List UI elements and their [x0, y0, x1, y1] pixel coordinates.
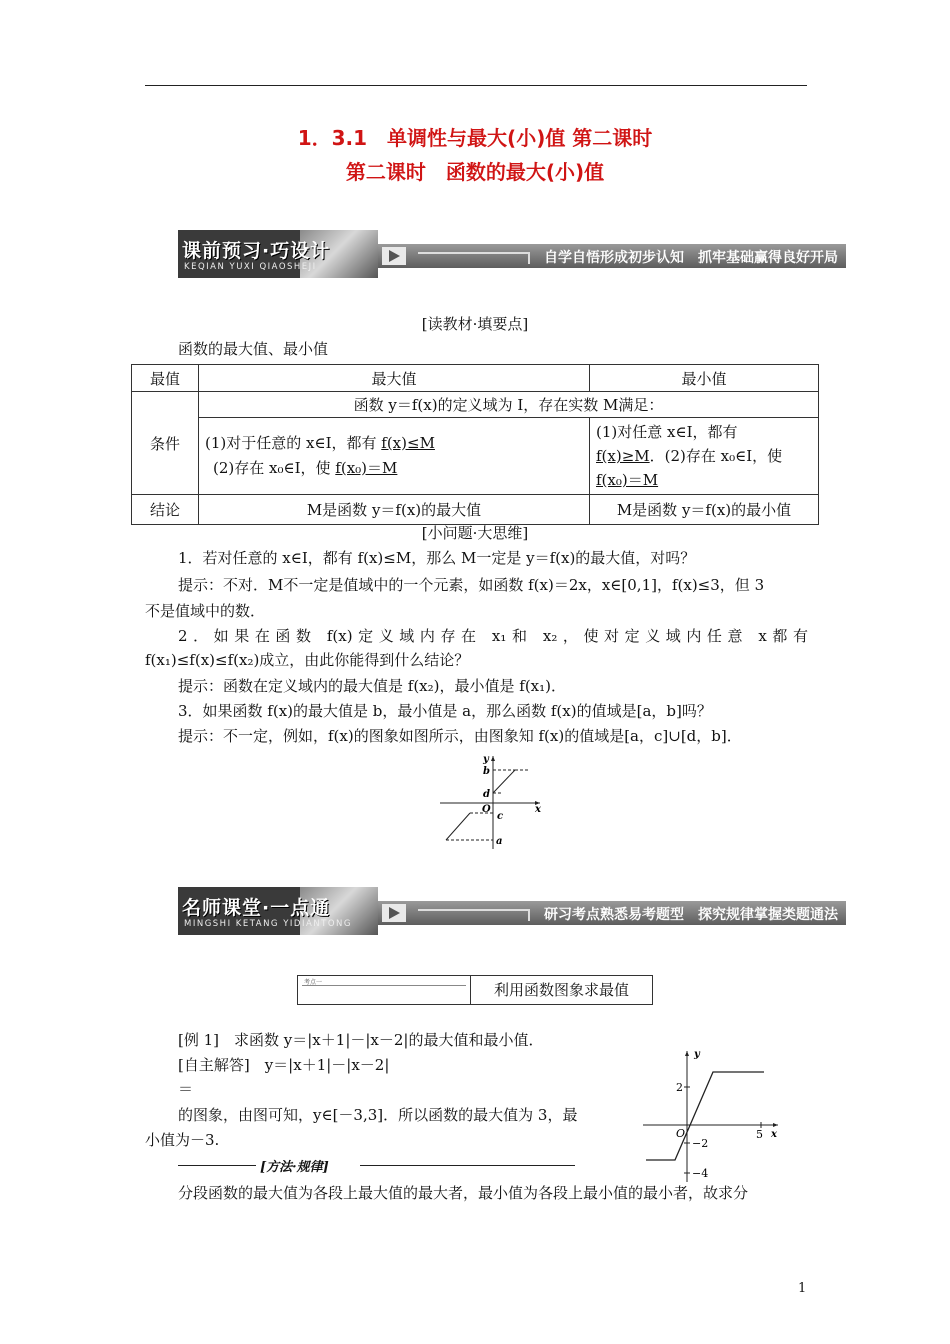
banner-logo-text: 课前预习·巧设计: [182, 240, 331, 262]
section-heading-read: [读教材·填要点]: [421, 315, 529, 333]
answer-2: 提示：函数在定义域内的最大值是 f(x₂)，最小值是 f(x₁)．: [178, 677, 566, 695]
banner-slogan: 研习考点熟悉易考题型 探究规律掌握类题通法: [544, 907, 838, 923]
table-concl-label: 结论: [132, 495, 199, 525]
example-1: [例 1] 求函数 y＝|x＋1|－|x－2|的最大值和最小值．: [178, 1031, 544, 1049]
label-origin: O: [482, 804, 491, 815]
banner-decoration: [418, 252, 530, 264]
y-axis-arrow-icon: [685, 1051, 689, 1056]
title-line-2: 第二课时 函数的最大(小)值: [345, 160, 605, 184]
solution-eq: ＝: [178, 1080, 194, 1098]
banner-pinyin: MINGSHI KETANG YIDIANTONG: [184, 919, 352, 929]
method-rule: [178, 1156, 578, 1176]
method-text: 分段函数的最大值为各段上最大值的最大者，最小值为各段上最小值的最小者，故求分: [178, 1184, 749, 1202]
play-arrow-icon: [382, 247, 406, 265]
banner-slogan: 自学自悟形成初步认知 抓牢基础赢得良好开局: [544, 250, 838, 266]
table-min-cond: [590, 418, 819, 495]
piecewise-graph: [640, 1045, 785, 1185]
label-y: y: [694, 1049, 700, 1060]
label-y: y: [483, 754, 489, 765]
intro-text: 函数的最大值、最小值: [178, 340, 329, 358]
question-2-line-1: 2．如果在函数 f(x)定义域内存在 x₁和 x₂，使对定义域内任意 x都有: [178, 627, 808, 645]
table-concl-max: M是函数 y＝f(x)的最大值: [199, 495, 590, 525]
kaodian-tag: 考点一: [298, 976, 471, 1004]
label-x: x: [535, 804, 541, 815]
banner-logo: [178, 230, 378, 278]
banner-decoration: [418, 909, 530, 921]
solution-line-1: [自主解答] y＝|x＋1|－|x－2|: [178, 1056, 390, 1074]
answer-1-line-1: 提示：不对．M不一定是值域中的一个元素，如函数 f(x)＝2x，x∈[0,1]，f(x)≤3，但 3: [178, 576, 765, 594]
graph-lower-segment: [446, 813, 470, 840]
section-banner-class: [178, 887, 846, 935]
question-2-line-2: f(x₁)≤f(x)≤f(x₂)成立，由此你能得到什么结论？: [145, 651, 470, 669]
label-5: 5: [756, 1128, 763, 1141]
max-cond-2: (2)存在 x₀∈I，使 f(x₀)＝M: [213, 459, 398, 477]
table-concl-min: M是函数 y＝f(x)的最小值: [590, 495, 819, 525]
label-b: b: [483, 766, 490, 777]
header-rule: [145, 85, 807, 86]
range-example-figure: [435, 752, 555, 852]
question-3: 3．如果函数 f(x)的最大值是 b，最小值是 a，那么函数 f(x)的值域是[a，b]吗？: [178, 702, 712, 720]
title-line-1: 1．3.1 单调性与最大(小)值 第二课时: [297, 126, 653, 150]
label-neg2: −2: [692, 1137, 709, 1150]
label-d: d: [483, 789, 490, 800]
solution-line-3: 的图象，由图可知，y∈[－3,3]．所以函数的最大值为 3，最: [178, 1106, 578, 1124]
play-arrow-icon: [382, 904, 406, 922]
label-2: 2: [676, 1081, 683, 1094]
section-heading-think: [小问题·大思维]: [421, 524, 529, 542]
kaodian-title: 利用函数图象求最值: [493, 981, 629, 999]
page-number: 1: [798, 1281, 807, 1296]
solution-line-4: 小值为－3.: [145, 1131, 220, 1149]
label-x: x: [771, 1129, 777, 1140]
question-1: 1．若对任意的 x∈I，都有 f(x)≤M，那么 M一定是 y＝f(x)的最大值，对吗？: [178, 549, 696, 567]
max-cond-1: (1)对于任意的 x∈I，都有 f(x)≤M: [205, 434, 435, 452]
min-cond-1: (1)对任意 x∈I，都有: [596, 423, 738, 441]
banner-pinyin: KEQIAN YUXI QIAOSHEJI: [184, 262, 317, 272]
table-max-cond: [199, 418, 590, 495]
table-cond-common: 函数 y＝f(x)的定义域为 I，存在实数 M满足：: [199, 392, 819, 418]
label-c: c: [497, 811, 504, 822]
table-cond-label: 条件: [132, 392, 199, 495]
label-a: a: [496, 836, 503, 847]
answer-1-line-2: 不是值域中的数．: [145, 602, 266, 620]
section-banner-preview: [178, 230, 846, 278]
answer-3: 提示：不一定，例如，f(x)的图象如图所示，由图象知 f(x)的值域是[a，c]∪[d，b]．: [178, 727, 742, 745]
table-header-max: 最大值: [199, 365, 590, 392]
label-neg4: −4: [692, 1167, 709, 1180]
banner-logo-text: 名师课堂·一点通: [182, 897, 331, 919]
table-header-col: 最值: [132, 365, 199, 392]
min-cond-2: f(x)≥M．(2)存在 x₀∈I，使: [596, 447, 783, 465]
table-header-min: 最小值: [590, 365, 819, 392]
graph-upper-segment: [493, 770, 515, 793]
banner-logo: [178, 887, 378, 935]
extrema-table: [131, 364, 819, 525]
y-axis-arrow-icon: [491, 756, 495, 761]
min-cond-3: f(x₀)＝M: [596, 471, 659, 489]
method-label: [方法·规律]: [260, 1160, 329, 1175]
label-origin: O: [676, 1127, 686, 1140]
x-axis-arrow-icon: [773, 1123, 778, 1127]
kaodian-box: [297, 975, 653, 1005]
